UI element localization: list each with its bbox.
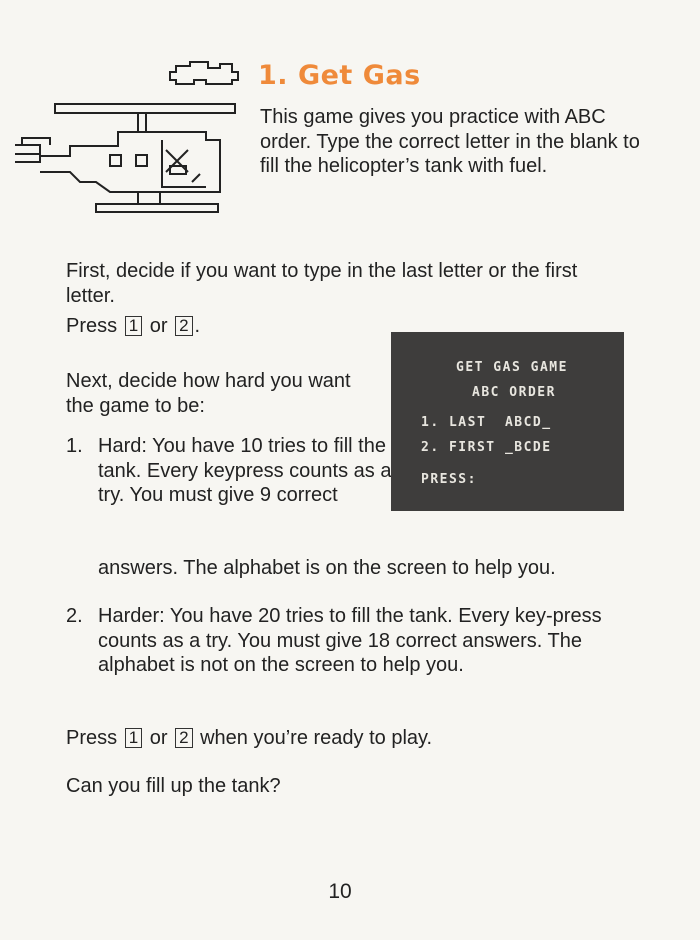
or-word: or — [149, 315, 168, 337]
press-instruction-1 — [66, 314, 200, 339]
screen-line-option-1: 1. LAST ABCD_ — [421, 415, 552, 430]
item2-number: 2. — [66, 605, 83, 627]
screen-line-prompt: PRESS: — [421, 472, 477, 487]
game-title: 1. Get Gas — [258, 60, 421, 91]
item1-text: Hard: You have 10 tries to fill the tank. Every keypress counts as a try. You must give 9 correct — [98, 435, 392, 506]
key-2: 2 — [175, 316, 192, 336]
press-label: Press — [66, 315, 118, 337]
next-paragraph: Next, decide how hard you want the game to be: — [66, 370, 351, 417]
screen-line-option-2: 2. FIRST _BCDE — [421, 440, 552, 455]
item1-text-continued: answers. The alphabet is on the screen to help you. — [98, 557, 556, 579]
press-label: Press — [66, 727, 118, 749]
press-instruction-2 — [66, 726, 432, 751]
key-1: 1 — [125, 316, 142, 336]
item2-text: Harder: You have 20 tries to fill the tank. Every key-press counts as a try. You must give 18 correct answers. The alphabet is not on the screen to help you. — [98, 605, 602, 676]
intro-paragraph: This game gives you practice with ABC order. Type the correct letter in the blank to fill the helicopter’s tank with fuel. — [260, 106, 640, 177]
press1-end: . — [194, 315, 201, 337]
key-2: 2 — [175, 728, 192, 748]
or-word: or — [149, 727, 168, 749]
press2-end: when you’re ready to play. — [200, 727, 433, 749]
screen-line-title: GET GAS GAME — [456, 360, 568, 375]
item1-number: 1. — [66, 435, 83, 457]
page-number: 10 — [328, 880, 352, 903]
closing-question: Can you fill up the tank? — [66, 775, 281, 797]
helicopter-illustration — [10, 42, 250, 227]
screen-line-subtitle: ABC ORDER — [472, 385, 556, 400]
key-1: 1 — [125, 728, 142, 748]
first-paragraph: First, decide if you want to type in the last letter or the first letter. — [66, 260, 578, 307]
cloud-icon — [170, 62, 238, 84]
game-screen-screenshot — [391, 332, 624, 511]
